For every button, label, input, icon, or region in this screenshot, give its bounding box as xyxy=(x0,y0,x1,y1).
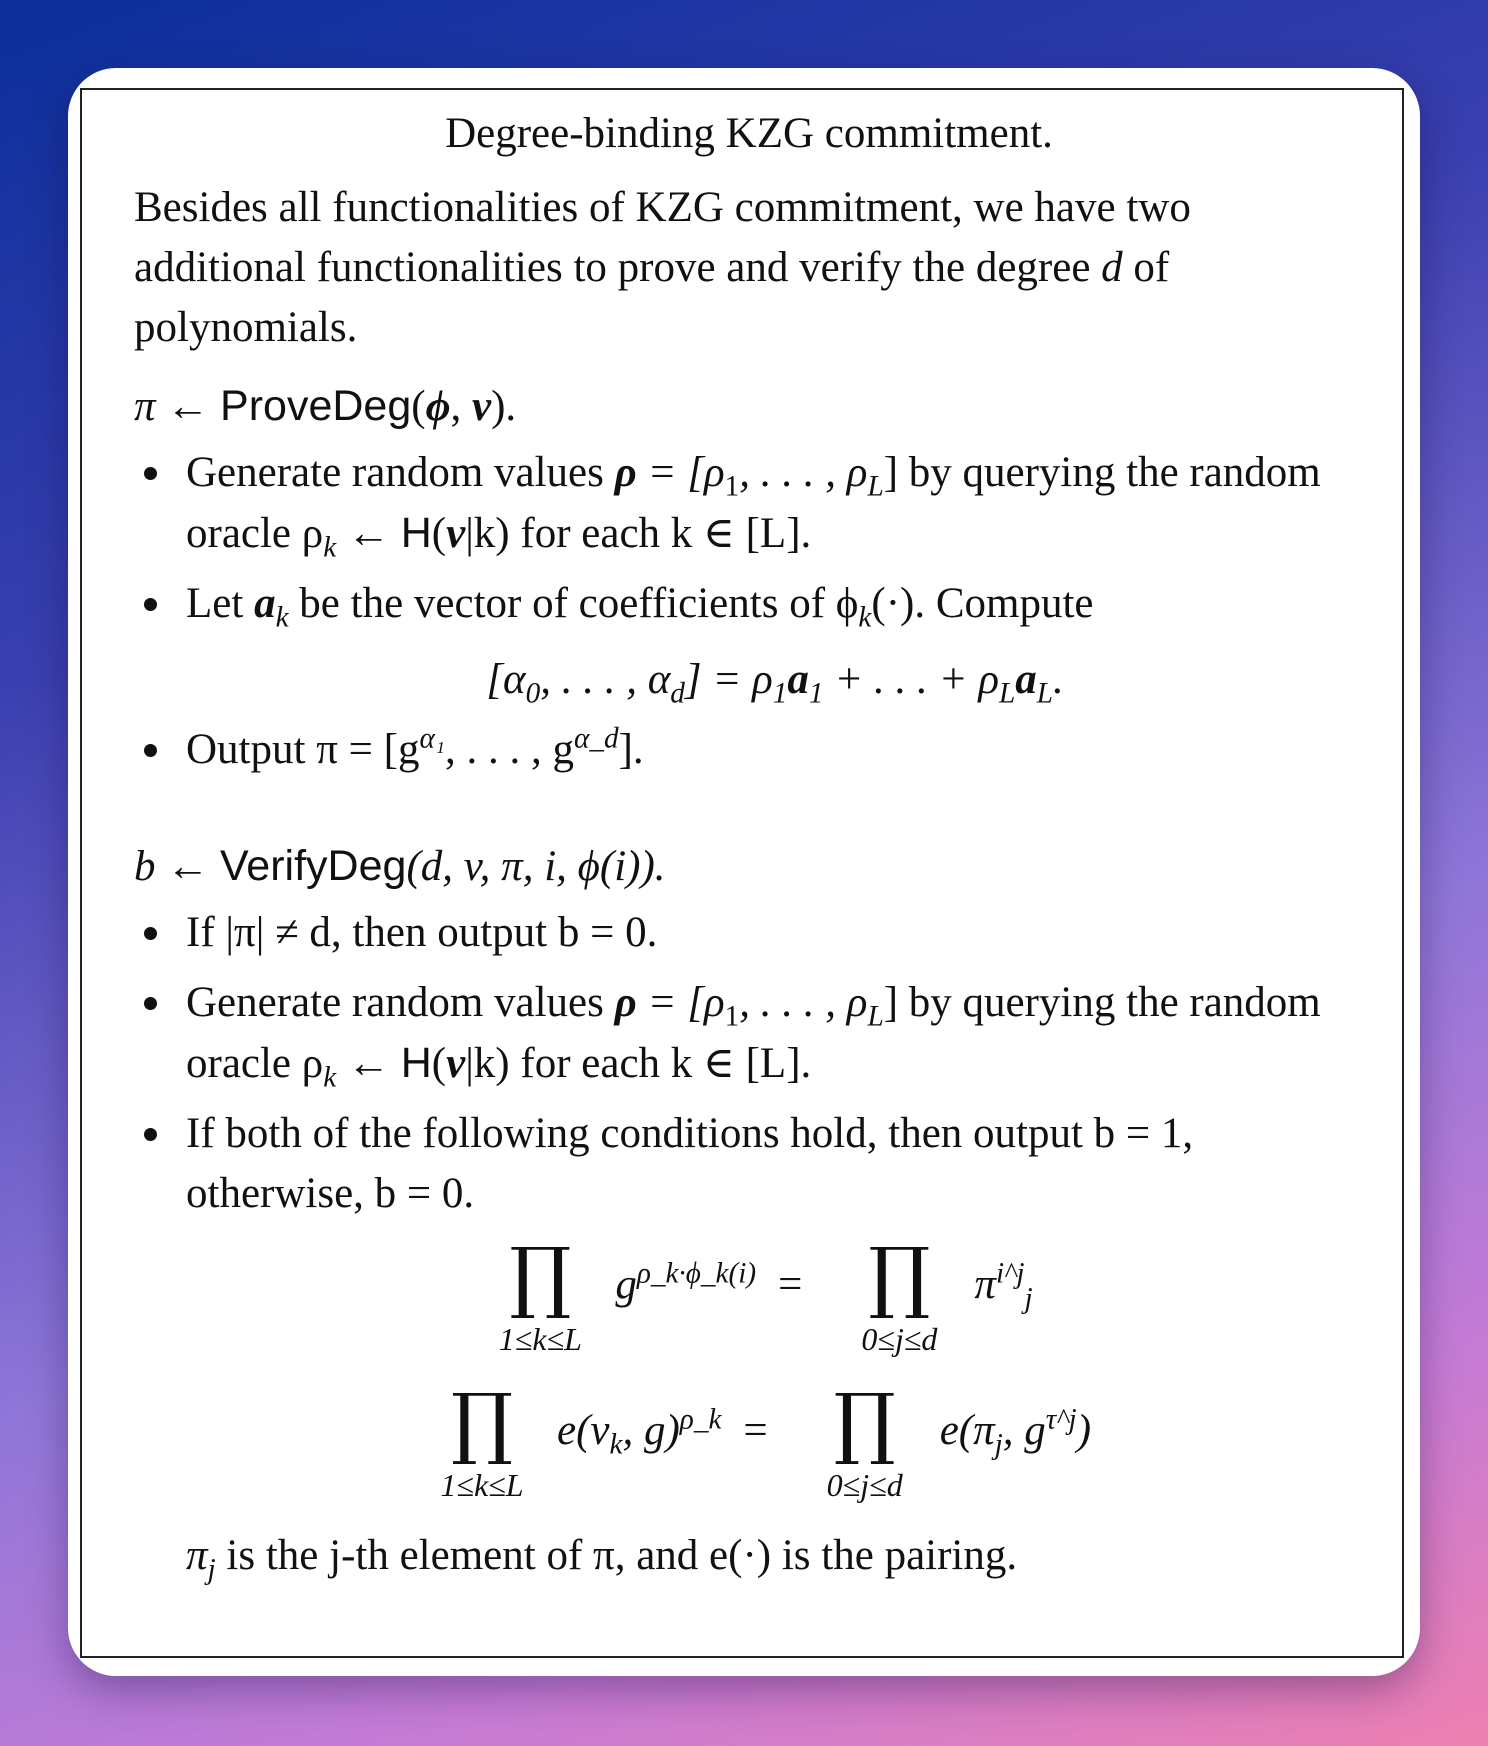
eq1-right-term xyxy=(974,1234,1032,1328)
provedeg-name: ProveDeg xyxy=(220,382,412,430)
superscript: i^j xyxy=(995,1257,1025,1290)
verifydeg-result: b xyxy=(134,843,156,890)
subscript: L xyxy=(867,470,884,503)
text: Generate random values xyxy=(186,449,615,496)
list-item xyxy=(134,1104,1364,1224)
subscript: 1 xyxy=(772,677,788,710)
list-item xyxy=(134,973,1364,1094)
product-symbol: ∏ xyxy=(450,1378,514,1468)
product-right xyxy=(824,1234,974,1358)
subscript: 1 xyxy=(808,677,824,710)
eq-part: ] = ρ xyxy=(684,656,773,703)
eq-part: ) xyxy=(1076,1407,1092,1454)
text: , . . . , g xyxy=(445,726,574,773)
eq2-right-term xyxy=(940,1380,1091,1474)
content-card xyxy=(68,68,1420,1676)
product-equation-2 xyxy=(134,1380,1364,1520)
eq-part: , . . . , α xyxy=(540,656,671,703)
superscript: ρ_k xyxy=(679,1403,722,1436)
document-body xyxy=(134,104,1364,1586)
subscript: L xyxy=(867,1000,884,1033)
product-symbol: ∏ xyxy=(509,1232,572,1322)
bullet-icon xyxy=(144,997,157,1010)
text: is the j-th element of π, and e(·) is the pairing. xyxy=(215,1532,1018,1579)
text: Output π = [g xyxy=(186,726,420,773)
verifydeg-steps xyxy=(134,903,1364,1224)
intro-var: d xyxy=(1101,244,1123,291)
text: , . . . , ρ xyxy=(739,979,868,1026)
superscript: ρ_k·ϕ_k(i) xyxy=(636,1257,757,1290)
superscript: α₁ xyxy=(419,722,445,755)
verifydeg-heading xyxy=(134,836,1364,897)
paren-close: ). xyxy=(491,383,517,430)
text: = [ρ xyxy=(636,449,725,496)
text: (·). Compute xyxy=(871,580,1094,627)
math-a: a xyxy=(1015,656,1037,703)
verifydeg-args: (d, v, π, i, ϕ(i)). xyxy=(406,843,666,890)
text: ] by querying the random oracle ρ xyxy=(186,979,1321,1087)
bullet-icon xyxy=(144,744,157,757)
product-symbol: ∏ xyxy=(868,1232,931,1322)
product-symbol: ∏ xyxy=(833,1378,896,1468)
product-left xyxy=(407,1380,557,1504)
eq-part: [α xyxy=(486,656,526,703)
subscript: 1 xyxy=(724,470,740,503)
intro-tail: of polynomials. xyxy=(134,244,1170,351)
intro-lead: Besides all functionalities of KZG commitment, we have two additional functionalities to prove and verify the degree xyxy=(134,184,1191,291)
bullet-icon xyxy=(144,598,157,611)
eq-part: , g) xyxy=(622,1407,680,1454)
list-item xyxy=(134,443,1364,564)
subscript: k xyxy=(609,1428,623,1461)
eq-part: e(π xyxy=(939,1407,995,1454)
list-item xyxy=(134,903,1364,963)
math-a: a xyxy=(254,580,276,627)
text: If both of the following conditions hold, then output b = 1, otherwise, b = 0. xyxy=(186,1110,1194,1217)
eq-part: e(v xyxy=(556,1407,610,1454)
subscript: j xyxy=(207,1553,216,1586)
text: |k) for each k ∈ [L]. xyxy=(465,510,812,557)
eq-part: . xyxy=(1053,656,1064,703)
bullet-icon xyxy=(144,927,157,940)
arrow: ← xyxy=(166,843,210,890)
math-a: a xyxy=(787,656,809,703)
equals-sign: = xyxy=(743,1407,768,1454)
arrow: ← xyxy=(166,383,210,430)
text: If |π| ≠ d, then output b = 0. xyxy=(186,909,658,956)
paren-open: ( xyxy=(411,383,426,430)
verifydeg-name: VerifyDeg xyxy=(220,842,407,890)
sep: , xyxy=(450,383,472,430)
text: Generate random values xyxy=(186,979,615,1026)
text: be the vector of coefficients of ϕ xyxy=(288,580,859,627)
subscript: L xyxy=(998,677,1016,710)
list-item xyxy=(134,720,1364,780)
subscript: 1 xyxy=(724,1000,740,1033)
closing-sentence xyxy=(134,1526,1364,1586)
superscript: τ^j xyxy=(1045,1403,1077,1436)
text: ]. xyxy=(618,726,644,773)
superscript: α_d xyxy=(574,722,619,755)
bullet-icon xyxy=(144,1128,157,1141)
equals-sign: = xyxy=(778,1261,803,1308)
text: = [ρ xyxy=(636,979,725,1026)
subscript: k xyxy=(858,601,872,634)
provedeg-heading xyxy=(134,376,1364,437)
hash-H: H xyxy=(400,1039,432,1087)
subscript: k xyxy=(275,601,289,634)
provedeg-result: π xyxy=(134,383,156,430)
eq-part: , g xyxy=(1002,1407,1046,1454)
eq-part: g xyxy=(615,1261,637,1308)
arg-phi: ϕ xyxy=(425,383,451,430)
math-rho: ρ xyxy=(614,449,637,496)
subscript: 0 xyxy=(525,677,541,710)
math-v: v xyxy=(446,1040,466,1087)
product-limit: 1≤k≤L xyxy=(440,1467,524,1503)
subscript: k xyxy=(323,531,337,564)
math-pi: π xyxy=(186,1532,208,1579)
eq1-left-term xyxy=(615,1234,756,1328)
math-v: v xyxy=(446,510,466,557)
product-limit: 0≤j≤d xyxy=(861,1321,938,1357)
subscript: d xyxy=(670,677,685,710)
text: Let xyxy=(186,580,255,627)
text: ( xyxy=(431,510,447,557)
list-item xyxy=(134,574,1364,710)
title: Degree-binding KZG commitment. xyxy=(445,110,1053,157)
product-right xyxy=(790,1380,940,1504)
provedeg-steps xyxy=(134,443,1364,780)
intro-paragraph xyxy=(134,178,1364,358)
product-equation-1 xyxy=(134,1234,1364,1374)
eq-part: + . . . + ρ xyxy=(823,656,999,703)
arg-v: v xyxy=(471,383,492,430)
text: ← xyxy=(336,1040,401,1087)
text: , . . . , ρ xyxy=(739,449,868,496)
subscript: k xyxy=(323,1061,337,1094)
alpha-equation xyxy=(186,650,1364,710)
text: |k) for each k ∈ [L]. xyxy=(465,1040,812,1087)
text: ← xyxy=(336,510,401,557)
subscript: j xyxy=(994,1428,1003,1461)
eq2-left-term xyxy=(557,1380,721,1474)
subscript: j xyxy=(1024,1282,1033,1315)
hash-H: H xyxy=(400,509,432,557)
math-rho: ρ xyxy=(614,979,637,1026)
bullet-icon xyxy=(144,467,157,480)
text: ( xyxy=(431,1040,447,1087)
product-limit: 1≤k≤L xyxy=(498,1321,582,1357)
eq-part: π xyxy=(974,1261,996,1308)
product-limit: 0≤j≤d xyxy=(826,1467,903,1503)
product-left xyxy=(465,1234,615,1358)
text: ] by querying the random oracle ρ xyxy=(186,449,1321,557)
subscript: L xyxy=(1036,677,1053,710)
